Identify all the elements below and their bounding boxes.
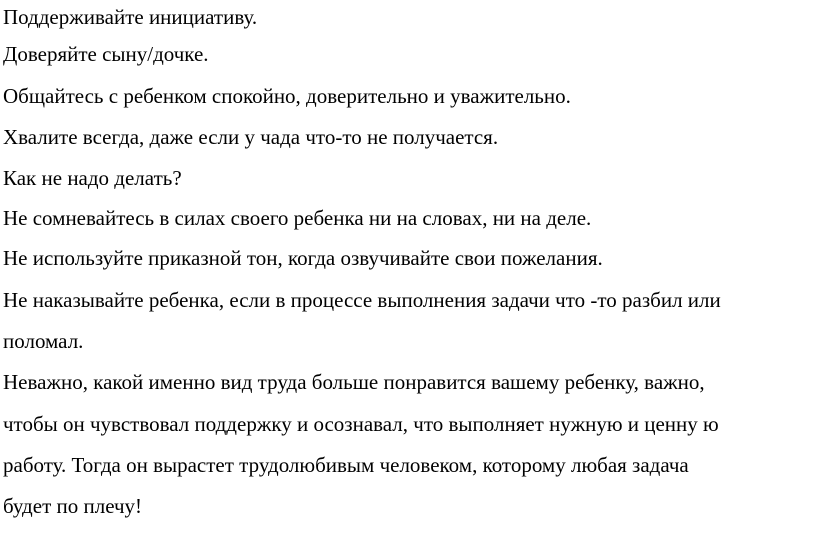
text-line-13: будет по плечу! xyxy=(3,494,143,518)
text-line-12: работу. Тогда он вырастет трудолюбивым человеком, которому любая задача xyxy=(3,453,689,477)
text-line-6: Не сомневайтесь в силах своего ребенка ни на словах, ни на деле. xyxy=(3,206,592,230)
section-heading: Как не надо делать? xyxy=(3,166,182,190)
text-line-11: чтобы он чувствовал поддержку и осознавал, что выполняет нужную и ценну ю xyxy=(3,412,719,436)
text-line-2: Доверяйте сыну/дочке. xyxy=(3,42,209,66)
text-line-9: поломал. xyxy=(3,329,84,353)
text-line-10: Неважно, какой именно вид труда больше понравится вашему ребенку, важно, xyxy=(3,370,705,394)
text-line-8: Не наказывайте ребенка, если в процессе выполнения задачи что -то разбил или xyxy=(3,288,721,312)
text-line-7: Не используйте приказной тон, когда озвучивайте свои пожелания. xyxy=(3,246,603,270)
text-line-3: Общайтесь с ребенком спокойно, доверительно и уважительно. xyxy=(3,84,571,108)
text-line-1: Поддерживайте инициативу. xyxy=(3,5,258,29)
text-line-4: Хвалите всегда, даже если у чада что-то не получается. xyxy=(3,125,499,149)
